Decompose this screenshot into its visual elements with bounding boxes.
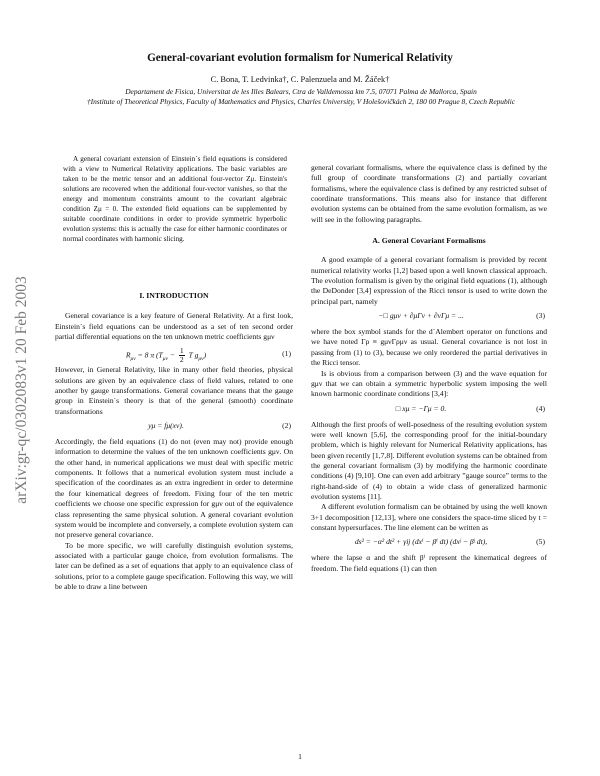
equation-1-number: (1) (282, 349, 291, 359)
equation-2-expression: yμ = fμ(xν). (148, 421, 184, 431)
right-column (311, 163, 547, 574)
equation-5-number: (5) (536, 537, 545, 547)
paragraph: General covariance is a key feature of General Relativity. At a first look, Einstein´s field equations can be understood as a set of ten second order partial differential equations on the ten unknown metric coefficients gμν (55, 311, 293, 342)
section-heading-general-covariant: A. General Covariant Formalisms (372, 236, 486, 246)
equation-5 (311, 533, 547, 553)
affiliation-1: Departament de Fisica, Universitat de les Illes Balears, Ctra de Valldemossa km 7.5, 07071 Palma de Mallorca, Spain (125, 87, 477, 96)
affiliation-2: †Institute of Theoretical Physics, Faculty of Mathematics and Physics, Charles University, V Holešovičkách 2, 180 00 Prague 8, Czech Republic (86, 97, 516, 107)
abstract (63, 155, 287, 245)
arxiv-sidebar (9, 210, 35, 570)
paper-title: General-covariant evolution formalism for Numerical Relativity (147, 52, 453, 64)
paragraph: However, in General Relativity, like in many other field theories, physical solutions are given by an equivalence class of field values, related to one another by gauge transformations. General covariance means that the gauge group in Einstein´s theory is that of the general (smooth) coordinate transformations (55, 365, 293, 416)
paragraph: To be more specific, we will carefully distinguish evolution systems, associated with a particular gauge choice, from evolution formalisms. The later can be defined as a set of equations that apply to an equivalence class of solutions, prior to a complete gauge specification. Following this way, we will be able to draw a line between (55, 540, 293, 591)
paragraph: Although the first proofs of well-posedness of the resulting evolution system were well known [5,6], the corresponding proof for the initial-boundary problem, which is highly relevant for Numerical Relativity applications, has been given recently [1,7,8]. Different evolution systems can be obtained from the general covariant formalism (3) by modifying the harmonic coordinate conditions (4) [9,10]. One can even add arbitrary ”gauge source” terms to the right-hand-side of (4) to obtain a wide class of generalized harmonic evolution systems [11]. (311, 419, 547, 501)
paragraph: where the box symbol stands for the d´Alembert operator on functions and we have noted Γρ ≡ gμνΓρμν as usual. General covariance is not lost in passing from (1) to (3), because we only reordered the partial derivatives in the Ricci tensor. (311, 327, 547, 368)
equation-5-expression: ds² = −α² dt² + γij (dxⁱ − βⁱ dt) (dxʲ − βʲ dt), (354, 537, 488, 547)
paragraph: general covariant formalisms, where the equivalence class is defined by the full group of coordinate transformations (2) and partially covariant formalisms, where the equivalence class is defined by any restricted subset of coordinate transformations. This means also for instance that different evolution systems can be obtained from the same evolution formalism, as we will see in the following paragraphs. (311, 163, 547, 224)
equation-3-expression: −□ gμν + ∂μΓν + ∂νΓμ = ... (378, 311, 464, 321)
fraction: $\frac{1}{2}$ (179, 346, 184, 365)
equation-3 (311, 307, 547, 327)
equation-4 (311, 400, 547, 420)
affiliations (66, 87, 536, 108)
paragraph: Is is obvious from a comparison between (3) and the wave equation for gμν that we can obtain a symmetric hyperbolic system imposing the well known harmonic coordinate conditions [3,4]: (311, 368, 547, 399)
paragraph: where the lapse α and the shift βⁱ represent the kinematical degrees of freedom. The field equations (1) can then (311, 553, 547, 573)
left-column (55, 291, 293, 592)
equation-4-number: (4) (536, 403, 545, 413)
author-list: C. Bona, T. Ledvinka†, C. Palenzuela and M. Žáček† (210, 75, 390, 84)
page-number: 1 (298, 752, 302, 761)
section-heading-introduction: I. INTRODUCTION (139, 291, 209, 300)
equation-3-number: (3) (536, 311, 545, 321)
equation-2-number: (2) (282, 421, 291, 431)
arxiv-identifier: arXiv:gr-qc/0302083v1 20 Feb 2003 (13, 276, 30, 504)
equation-4-expression: □ xμ = −Γμ = 0. (395, 403, 447, 413)
abstract-text: A general covariant extension of Einstein´s field equations is considered with a view to Numerical Relativity applications. The basic variables are taken to be the metric tensor and an additional four-vector Zμ. Einstein's solutions are recovered when the additional four-vector vanishes, so that the energy and momentum constraints amount to the covariant algebraic condition Zμ = 0. The extended field equations can be supplemented by suitable coordinate conditions in order to provide symmetric hyperbolic evolution systems: this is actually the case for either harmonic coordinates or normal coordinates with harmonic slicing. (63, 155, 287, 243)
equation-2 (55, 417, 293, 437)
paragraph: A good example of a general covariant formalism is provided by recent numerical relativity works [1,2] based upon a well known classical approach. The evolution formalism is given by the original field equations (1), although the DeDonder [3,4] expression of the Ricci tensor is used to write down the principal part, namely (311, 255, 547, 306)
paragraph: A different evolution formalism can be obtained by using the well known 3+1 decomposition [12,13], where one considers the space-time sliced by t = constant hypersurfaces. The line element can be written as (311, 502, 547, 532)
equation-1 (55, 342, 293, 365)
equation-1-expression: $R_{\mu\nu} = 8$ π ($T_{\mu\nu}$ − $\frac{1}{2}$ T $g_{\mu\nu}$) (125, 346, 207, 365)
paragraph: Accordingly, the field equations (1) do not (even may not) provide enough information to determine the values of the ten unknown coefficients gμν. On the other hand, in numerical applications we must deal with specific metric components. It follows that a numerical evolution system must include a specification of the coordinates as an extra ingredient in order to determine the four kinematical degrees of freedom. Fixing four of the ten metric coefficients we choose one specific expression for gμν out of the equivalence class representing the same physical solution. A general covariant evolution system would be incomplete and conversely, a complete evolution system can not preserve general covariance. (55, 437, 293, 540)
